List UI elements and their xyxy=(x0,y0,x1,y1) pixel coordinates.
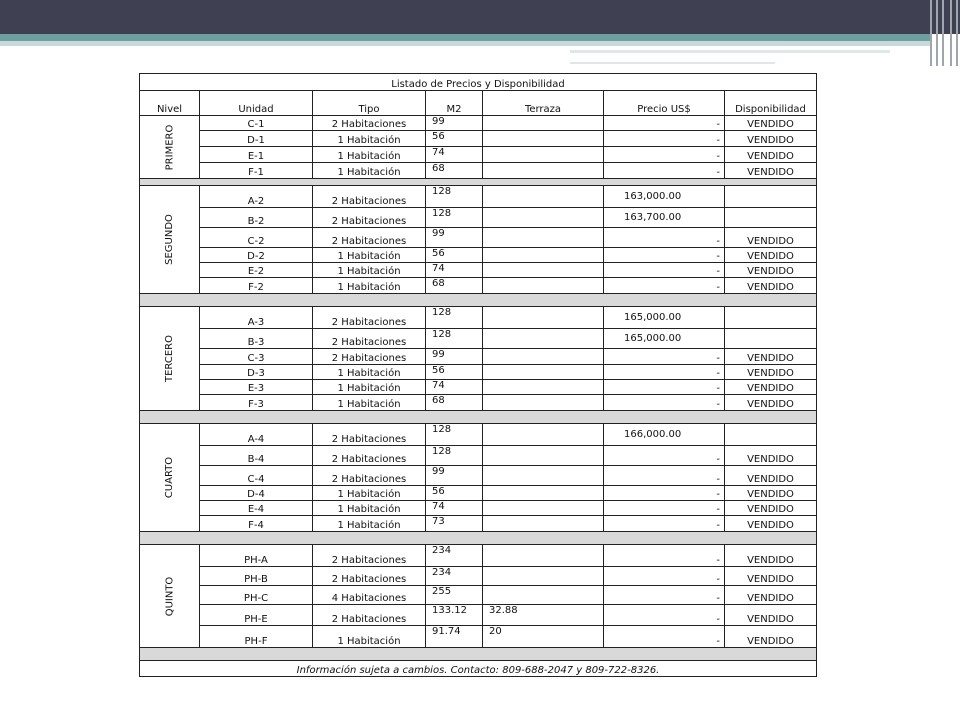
separator-cell xyxy=(140,532,817,545)
level-label xyxy=(140,545,200,648)
unit-cell: E-4 xyxy=(200,501,313,516)
header-unidad: Unidad xyxy=(200,91,313,116)
terrace-cell xyxy=(483,567,604,586)
table-row xyxy=(140,147,817,163)
header-tipo: Tipo xyxy=(313,91,426,116)
table-row xyxy=(140,501,817,516)
terrace-cell xyxy=(483,163,604,179)
m2-cell: 234 xyxy=(426,545,483,567)
price-cell: - xyxy=(604,567,725,586)
table-title-row xyxy=(140,74,817,91)
price-cell: 165,000.00 xyxy=(604,307,725,329)
price-cell: - xyxy=(604,446,725,466)
price-cell: - xyxy=(604,586,725,605)
type-cell: 1 Habitación xyxy=(313,380,426,395)
price-cell: - xyxy=(604,380,725,395)
level-name: CUARTO xyxy=(164,456,175,499)
availability-cell: VENDIDO xyxy=(725,248,817,263)
table-row xyxy=(140,380,817,395)
availability-cell: VENDIDO xyxy=(725,131,817,147)
header-m2: M2 xyxy=(426,91,483,116)
availability-cell: VENDIDO xyxy=(725,516,817,532)
table-row xyxy=(140,395,817,411)
unit-cell: PH-A xyxy=(200,545,313,567)
table-row xyxy=(140,131,817,147)
availability-cell: VENDIDO xyxy=(725,501,817,516)
table-row xyxy=(140,329,817,349)
table-row xyxy=(140,163,817,179)
price-cell: - xyxy=(604,147,725,163)
availability-cell: VENDIDO xyxy=(725,365,817,380)
table-row xyxy=(140,567,817,586)
separator-cell xyxy=(140,294,817,307)
table-row xyxy=(140,626,817,648)
type-cell: 2 Habitaciones xyxy=(313,307,426,329)
unit-cell: E-1 xyxy=(200,147,313,163)
availability-cell: VENDIDO xyxy=(725,228,817,248)
price-cell: - xyxy=(604,163,725,179)
terrace-cell xyxy=(483,349,604,365)
level-name: TERCERO xyxy=(164,335,175,382)
terrace-cell xyxy=(483,586,604,605)
price-cell: - xyxy=(604,501,725,516)
table-row xyxy=(140,278,817,294)
unit-cell: A-3 xyxy=(200,307,313,329)
availability-cell: VENDIDO xyxy=(725,349,817,365)
availability-cell: VENDIDO xyxy=(725,626,817,648)
availability-cell: VENDIDO xyxy=(725,395,817,411)
table-row xyxy=(140,186,817,208)
header-precio: Precio US$ xyxy=(604,91,725,116)
terrace-cell xyxy=(483,329,604,349)
type-cell: 2 Habitaciones xyxy=(313,605,426,626)
table-row xyxy=(140,424,817,446)
table-row xyxy=(140,208,817,228)
m2-cell: 73 xyxy=(426,516,483,532)
type-cell: 2 Habitaciones xyxy=(313,466,426,486)
unit-cell: B-3 xyxy=(200,329,313,349)
price-cell: 163,000.00 xyxy=(604,186,725,208)
price-cell: - xyxy=(604,365,725,380)
m2-cell: 56 xyxy=(426,486,483,501)
unit-cell: D-3 xyxy=(200,365,313,380)
type-cell: 1 Habitación xyxy=(313,365,426,380)
availability-cell: VENDIDO xyxy=(725,263,817,278)
unit-cell: F-1 xyxy=(200,163,313,179)
terrace-cell xyxy=(483,545,604,567)
separator-cell xyxy=(140,179,817,186)
availability-cell: VENDIDO xyxy=(725,278,817,294)
table-row xyxy=(140,586,817,605)
table-row xyxy=(140,516,817,532)
unit-cell: C-1 xyxy=(200,116,313,131)
availability-cell: VENDIDO xyxy=(725,446,817,466)
table-row xyxy=(140,486,817,501)
price-cell: - xyxy=(604,516,725,532)
separator-cell xyxy=(140,648,817,661)
type-cell: 2 Habitaciones xyxy=(313,186,426,208)
unit-cell: F-3 xyxy=(200,395,313,411)
m2-cell: 56 xyxy=(426,365,483,380)
unit-cell: B-2 xyxy=(200,208,313,228)
m2-cell: 99 xyxy=(426,228,483,248)
price-cell: - xyxy=(604,248,725,263)
type-cell: 1 Habitación xyxy=(313,263,426,278)
table-row xyxy=(140,466,817,486)
m2-cell: 68 xyxy=(426,395,483,411)
table-title: Listado de Precios y Disponibilidad xyxy=(140,74,817,91)
m2-cell: 128 xyxy=(426,307,483,329)
unit-cell: D-4 xyxy=(200,486,313,501)
availability-cell: VENDIDO xyxy=(725,163,817,179)
table-row xyxy=(140,248,817,263)
table-header-row xyxy=(140,91,817,116)
availability-cell: VENDIDO xyxy=(725,466,817,486)
type-cell: 1 Habitación xyxy=(313,516,426,532)
terrace-cell xyxy=(483,263,604,278)
m2-cell: 74 xyxy=(426,147,483,163)
type-cell: 2 Habitaciones xyxy=(313,446,426,466)
table-row xyxy=(140,365,817,380)
m2-cell: 128 xyxy=(426,208,483,228)
price-cell: - xyxy=(604,545,725,567)
m2-cell: 74 xyxy=(426,501,483,516)
unit-cell: D-1 xyxy=(200,131,313,147)
decor-line xyxy=(570,62,775,64)
m2-cell: 128 xyxy=(426,329,483,349)
unit-cell: F-2 xyxy=(200,278,313,294)
type-cell: 2 Habitaciones xyxy=(313,545,426,567)
header-nivel: Nivel xyxy=(140,91,200,116)
availability-cell xyxy=(725,186,817,208)
availability-cell xyxy=(725,208,817,228)
availability-cell xyxy=(725,424,817,446)
terrace-cell xyxy=(483,186,604,208)
type-cell: 1 Habitación xyxy=(313,131,426,147)
terrace-cell: 32.88 xyxy=(483,605,604,626)
price-cell: - xyxy=(604,349,725,365)
terrace-cell xyxy=(483,424,604,446)
terrace-cell xyxy=(483,486,604,501)
terrace-cell xyxy=(483,446,604,466)
price-cell: 165,000.00 xyxy=(604,329,725,349)
availability-cell xyxy=(725,329,817,349)
unit-cell: C-2 xyxy=(200,228,313,248)
terrace-cell xyxy=(483,116,604,131)
m2-cell: 133.12 xyxy=(426,605,483,626)
unit-cell: D-2 xyxy=(200,248,313,263)
availability-cell: VENDIDO xyxy=(725,605,817,626)
price-cell: - xyxy=(604,228,725,248)
m2-cell: 128 xyxy=(426,186,483,208)
availability-cell: VENDIDO xyxy=(725,586,817,605)
table-row xyxy=(140,263,817,278)
table-row xyxy=(140,446,817,466)
m2-cell: 56 xyxy=(426,248,483,263)
unit-cell: B-4 xyxy=(200,446,313,466)
footer-row xyxy=(140,661,817,677)
terrace-cell xyxy=(483,365,604,380)
decor-line xyxy=(570,50,890,53)
unit-cell: E-2 xyxy=(200,263,313,278)
m2-cell: 128 xyxy=(426,446,483,466)
terrace-cell xyxy=(483,380,604,395)
accent-stripe-light xyxy=(0,41,930,46)
table-row xyxy=(140,228,817,248)
type-cell: 2 Habitaciones xyxy=(313,329,426,349)
price-cell: - xyxy=(604,626,725,648)
type-cell: 1 Habitación xyxy=(313,163,426,179)
price-availability-table xyxy=(139,73,817,677)
header-terraza: Terraza xyxy=(483,91,604,116)
terrace-cell xyxy=(483,466,604,486)
unit-cell: PH-F xyxy=(200,626,313,648)
unit-cell: A-4 xyxy=(200,424,313,446)
unit-cell: C-4 xyxy=(200,466,313,486)
type-cell: 2 Habitaciones xyxy=(313,228,426,248)
unit-cell: A-2 xyxy=(200,186,313,208)
m2-cell: 56 xyxy=(426,131,483,147)
terrace-cell xyxy=(483,208,604,228)
level-separator xyxy=(140,294,817,307)
level-name: PRIMERO xyxy=(163,124,175,170)
terrace-cell xyxy=(483,248,604,263)
type-cell: 2 Habitaciones xyxy=(313,424,426,446)
price-cell: 163,700.00 xyxy=(604,208,725,228)
availability-cell: VENDIDO xyxy=(725,567,817,586)
type-cell: 1 Habitación xyxy=(313,278,426,294)
price-cell: - xyxy=(604,278,725,294)
price-cell: 166,000.00 xyxy=(604,424,725,446)
accent-stripe xyxy=(0,34,930,41)
terrace-cell xyxy=(483,395,604,411)
unit-cell: PH-C xyxy=(200,586,313,605)
decor-vertical-lines xyxy=(928,0,960,66)
m2-cell: 234 xyxy=(426,567,483,586)
unit-cell: E-3 xyxy=(200,380,313,395)
terrace-cell xyxy=(483,147,604,163)
m2-cell: 99 xyxy=(426,116,483,131)
m2-cell: 99 xyxy=(426,349,483,365)
level-label xyxy=(140,186,200,294)
terrace-cell xyxy=(483,131,604,147)
terrace-cell xyxy=(483,228,604,248)
availability-cell: VENDIDO xyxy=(725,116,817,131)
terrace-cell xyxy=(483,278,604,294)
type-cell: 2 Habitaciones xyxy=(313,208,426,228)
level-name: QUINTO xyxy=(163,576,175,616)
level-separator xyxy=(140,411,817,424)
availability-cell: VENDIDO xyxy=(725,486,817,501)
level-name: SEGUNDO xyxy=(163,214,175,265)
header-disponibilidad: Disponibilidad xyxy=(725,91,817,116)
unit-cell: C-3 xyxy=(200,349,313,365)
level-label xyxy=(140,424,200,532)
price-cell: - xyxy=(604,116,725,131)
price-cell: - xyxy=(604,466,725,486)
m2-cell: 91.74 xyxy=(426,626,483,648)
footer-note: Información sujeta a cambios. Contacto: 809-688-2047 y 809-722-8326. xyxy=(140,661,817,677)
m2-cell: 128 xyxy=(426,424,483,446)
type-cell: 1 Habitación xyxy=(313,626,426,648)
price-cell: - xyxy=(604,605,725,626)
table-row xyxy=(140,307,817,329)
type-cell: 2 Habitaciones xyxy=(313,116,426,131)
availability-cell: VENDIDO xyxy=(725,380,817,395)
type-cell: 2 Habitaciones xyxy=(313,567,426,586)
table-row xyxy=(140,349,817,365)
type-cell: 1 Habitación xyxy=(313,486,426,501)
terrace-cell: 20 xyxy=(483,626,604,648)
separator-cell xyxy=(140,411,817,424)
type-cell: 1 Habitación xyxy=(313,395,426,411)
m2-cell: 255 xyxy=(426,586,483,605)
unit-cell: PH-E xyxy=(200,605,313,626)
price-cell: - xyxy=(604,486,725,501)
m2-cell: 74 xyxy=(426,380,483,395)
m2-cell: 99 xyxy=(426,466,483,486)
terrace-cell xyxy=(483,307,604,329)
terrace-cell xyxy=(483,501,604,516)
level-separator xyxy=(140,648,817,661)
level-label xyxy=(140,116,200,179)
table-row xyxy=(140,545,817,567)
level-label xyxy=(140,307,200,411)
availability-cell xyxy=(725,307,817,329)
table-row xyxy=(140,605,817,626)
level-separator xyxy=(140,532,817,545)
availability-cell: VENDIDO xyxy=(725,147,817,163)
price-cell: - xyxy=(604,131,725,147)
unit-cell: PH-B xyxy=(200,567,313,586)
type-cell: 1 Habitación xyxy=(313,501,426,516)
unit-cell: F-4 xyxy=(200,516,313,532)
type-cell: 1 Habitación xyxy=(313,248,426,263)
m2-cell: 74 xyxy=(426,263,483,278)
m2-cell: 68 xyxy=(426,163,483,179)
title-bar-decoration xyxy=(0,0,960,34)
type-cell: 2 Habitaciones xyxy=(313,349,426,365)
level-separator xyxy=(140,179,817,186)
table-row xyxy=(140,116,817,131)
type-cell: 1 Habitación xyxy=(313,147,426,163)
type-cell: 4 Habitaciones xyxy=(313,586,426,605)
availability-cell: VENDIDO xyxy=(725,545,817,567)
terrace-cell xyxy=(483,516,604,532)
price-cell: - xyxy=(604,263,725,278)
price-cell: - xyxy=(604,395,725,411)
m2-cell: 68 xyxy=(426,278,483,294)
